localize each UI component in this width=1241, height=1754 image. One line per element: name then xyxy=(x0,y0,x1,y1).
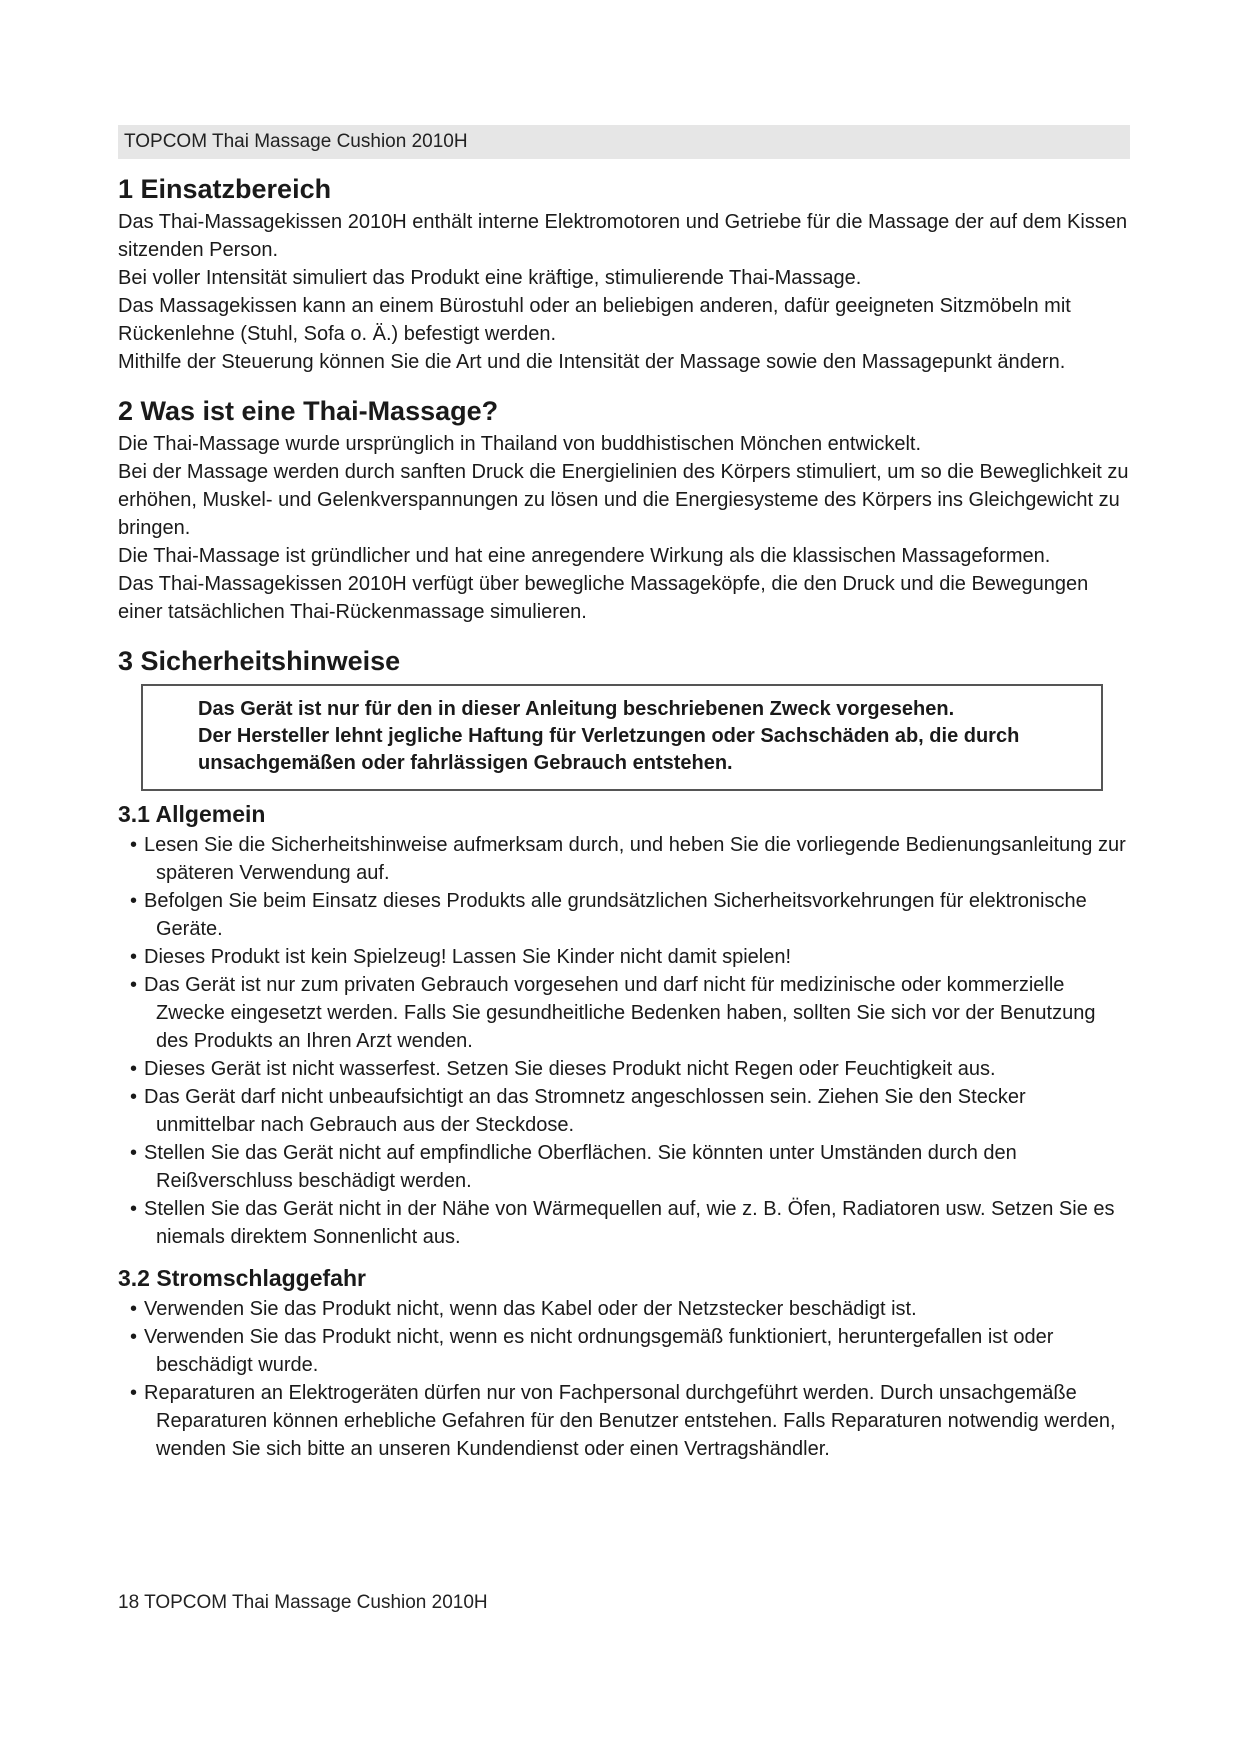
bullet-icon: • xyxy=(130,1058,138,1080)
section-2-paragraph: Das Thai-Massagekissen 2010H verfügt über bewegliche Massageköpfe, die den Druck und die Bewegungen einer tatsächlichen Thai-Rückenmassage simulieren. xyxy=(118,573,1089,623)
section-1-paragraph: Das Massagekissen kann an einem Bürostuhl oder an beliebigen anderen, dafür geeigneten Sitzmöbeln mit Rückenlehne (Stuhl, Sofa o. Ä.) befestigt werden. xyxy=(118,295,1071,345)
page-content xyxy=(118,172,1130,1463)
section-1-paragraph: Das Thai-Massagekissen 2010H enthält interne Elektromotoren und Getriebe für die Massage der auf dem Kissen sitzenden Person. xyxy=(118,211,1128,261)
footer-text: 18 TOPCOM Thai Massage Cushion 2010H xyxy=(118,1592,488,1613)
section-2-paragraph: Bei der Massage werden durch sanften Druck die Energielinien des Körpers stimuliert, um so die Beweglichkeit zu erhöhen, Muskel- und Gelenkverspannungen zu lösen und die Energiesysteme des Körpers ins Gleichgewicht zu bringen. xyxy=(118,461,1129,539)
bullet-icon: • xyxy=(130,1382,138,1404)
bullet-icon: • xyxy=(130,1198,138,1220)
bullet-icon: • xyxy=(130,946,138,968)
page-footer xyxy=(118,1592,488,1614)
section-2-title: 2 Was ist eine Thai-Massage? xyxy=(118,396,499,426)
list-item: • Verwenden Sie das Produkt nicht, wenn das Kabel oder der Netzstecker beschädigt ist. xyxy=(118,1295,1130,1323)
bullet-icon: • xyxy=(130,890,138,912)
list-item: • Dieses Gerät ist nicht wasserfest. Setzen Sie dieses Produkt nicht Regen oder Feuchtigkeit aus. xyxy=(118,1055,1130,1083)
bullet-icon: • xyxy=(130,1326,138,1348)
section-1-paragraph: Mithilfe der Steuerung können Sie die Art und die Intensität der Massage sowie den Massagepunkt ändern. xyxy=(118,351,1066,373)
list-item: • Reparaturen an Elektrogeräten dürfen nur von Fachpersonal durchgeführt werden. Durch unsachgemäße Reparaturen können erhebliche Gefahren für den Benutzer entstehen. Falls Reparaturen notwendig werden, wenden Sie sich bitte an unseren Kundendienst oder einen Vertragshändler. xyxy=(118,1379,1130,1463)
safety-warning-box xyxy=(141,684,1103,791)
list-item: • Lesen Sie die Sicherheitshinweise aufmerksam durch, und heben Sie die vorliegende Bedienungsanleitung zur späteren Verwendung auf. xyxy=(118,831,1130,887)
warning-text: Das Gerät ist nur für den in dieser Anleitung beschriebenen Zweck vorgesehen. xyxy=(198,698,955,720)
general-safety-list xyxy=(118,831,1130,1251)
subsection-3-1-title: 3.1 Allgemein xyxy=(118,801,266,827)
running-header xyxy=(118,125,1130,159)
running-header-title: TOPCOM Thai Massage Cushion 2010H xyxy=(124,131,468,152)
list-item: • Stellen Sie das Gerät nicht auf empfindliche Oberflächen. Sie könnten unter Umständen durch den Reißverschluss beschädigt werden. xyxy=(118,1139,1130,1195)
bullet-icon: • xyxy=(130,1298,138,1320)
warning-text: Der Hersteller lehnt jegliche Haftung für Verletzungen oder Sachschäden ab, die durch unsachgemäßen oder fahrlässigen Gebrauch entstehen. xyxy=(198,725,1020,774)
section-2-paragraph: Die Thai-Massage wurde ursprünglich in Thailand von buddhistischen Mönchen entwickelt. xyxy=(118,433,922,455)
bullet-icon: • xyxy=(130,1086,138,1108)
list-item: • Das Gerät ist nur zum privaten Gebrauch vorgesehen und darf nicht für medizinische oder kommerzielle Zwecke eingesetzt werden. Falls Sie gesundheitliche Bedenken haben, sollten Sie sich vor der Benutzung des Produkts an Ihren Arzt wenden. xyxy=(118,971,1130,1055)
section-1-title: 1 Einsatzbereich xyxy=(118,174,332,204)
list-item: • Das Gerät darf nicht unbeaufsichtigt an das Stromnetz angeschlossen sein. Ziehen Sie den Stecker unmittelbar nach Gebrauch aus der Steckdose. xyxy=(118,1083,1130,1139)
list-item: • Dieses Produkt ist kein Spielzeug! Lassen Sie Kinder nicht damit spielen! xyxy=(118,943,1130,971)
list-item: • Verwenden Sie das Produkt nicht, wenn es nicht ordnungsgemäß funktioniert, heruntergefallen ist oder beschädigt wurde. xyxy=(118,1323,1130,1379)
bullet-icon: • xyxy=(130,1142,138,1164)
section-2-paragraph: Die Thai-Massage ist gründlicher und hat eine anregendere Wirkung als die klassischen Massageformen. xyxy=(118,545,1051,567)
section-3-title: 3 Sicherheitshinweise xyxy=(118,646,401,676)
bullet-icon: • xyxy=(130,974,138,996)
electric-shock-list xyxy=(118,1295,1130,1463)
bullet-icon: • xyxy=(130,834,138,856)
section-1-paragraph: Bei voller Intensität simuliert das Produkt eine kräftige, stimulierende Thai-Massage. xyxy=(118,267,862,289)
subsection-3-2-title: 3.2 Stromschlaggefahr xyxy=(118,1265,366,1291)
list-item: • Befolgen Sie beim Einsatz dieses Produkts alle grundsätzlichen Sicherheitsvorkehrungen für elektronische Geräte. xyxy=(118,887,1130,943)
list-item: • Stellen Sie das Gerät nicht in der Nähe von Wärmequellen auf, wie z. B. Öfen, Radiatoren usw. Setzen Sie es niemals direktem Sonnenlicht aus. xyxy=(118,1195,1130,1251)
